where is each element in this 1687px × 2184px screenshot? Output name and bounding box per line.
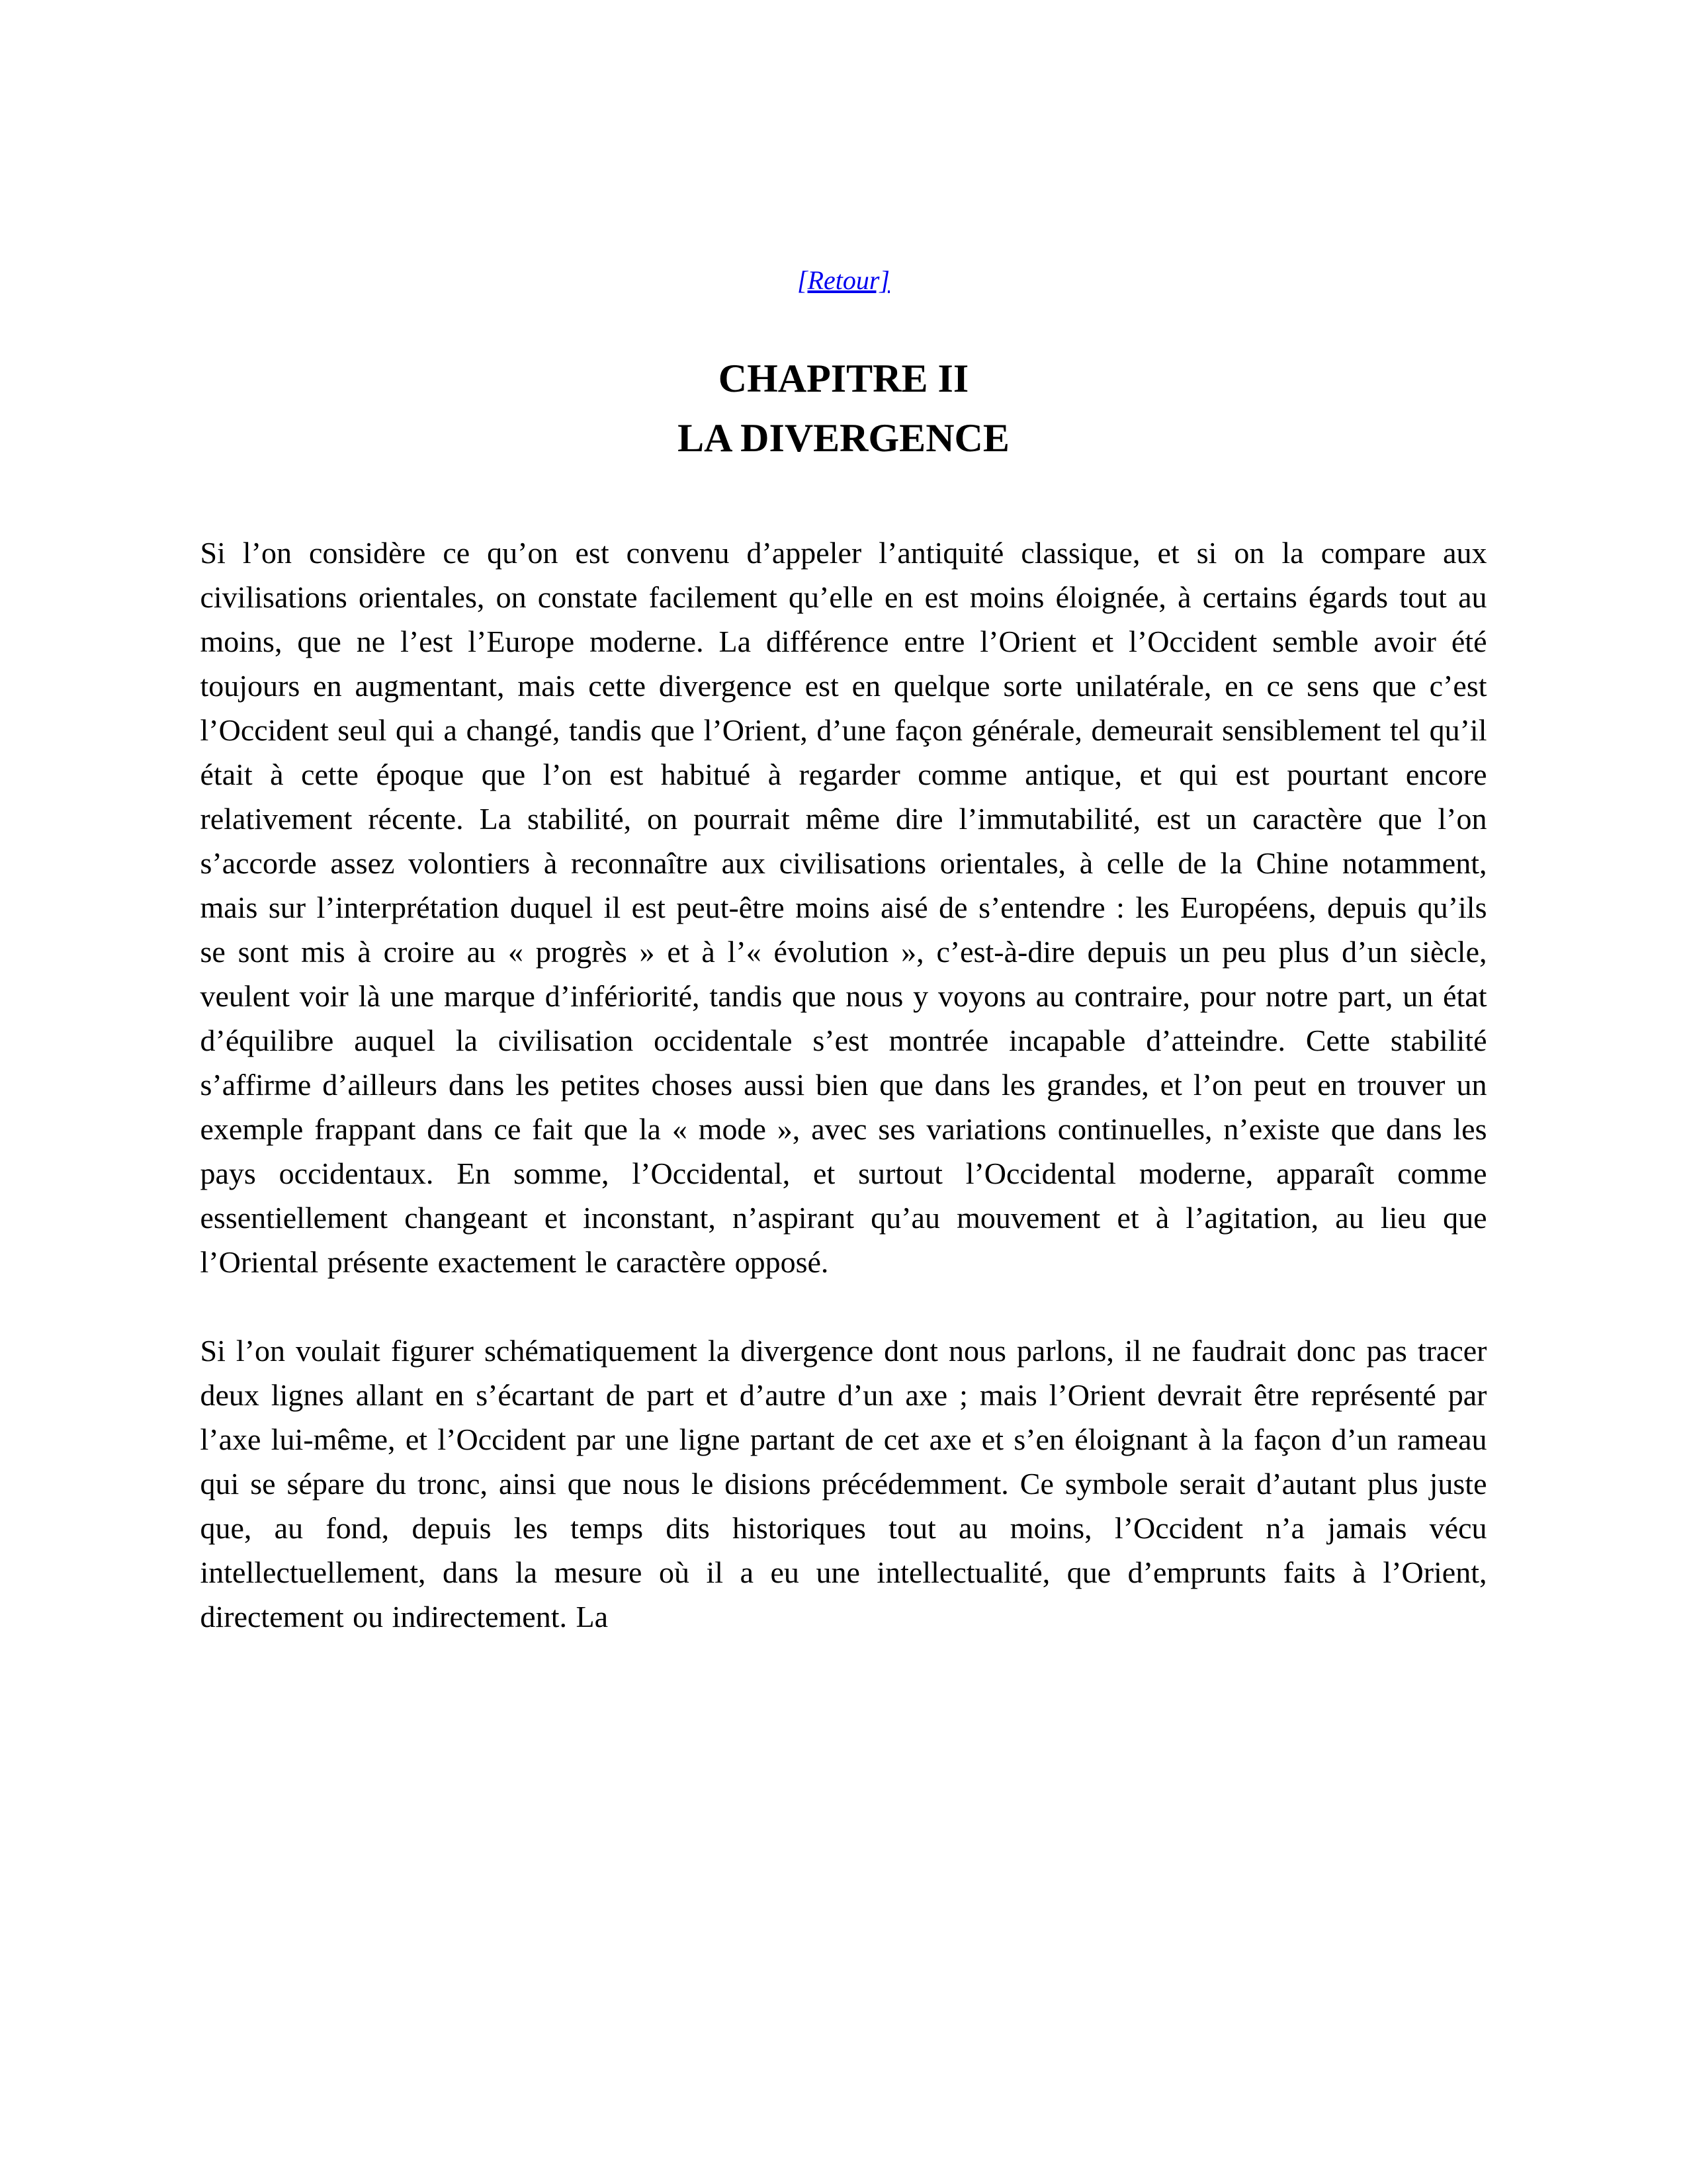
back-link-container xyxy=(200,265,1487,296)
chapter-number: CHAPITRE II xyxy=(718,357,969,400)
chapter-body xyxy=(200,531,1487,1639)
retour-link[interactable]: [Retour] xyxy=(797,265,890,295)
content-column xyxy=(200,265,1487,1639)
chapter-name: LA DIVERGENCE xyxy=(677,416,1010,460)
paragraph-2: Si l’on voulait figurer schématiquement la divergence dont nous parlons, il ne faudrait donc pas tracer deux lignes allant en s’écartant de part et d’autre d’un axe ; mais l’Orient devrait être représenté par l’axe lui-même, et l’Occident par une ligne partant de cet axe et s’en éloignant à la façon d’un rameau qui se sépare du tronc, ainsi que nous le disions précédemment. Ce symbole serait d’autant plus juste que, au fond, depuis les temps dits historiques tout au moins, l’Occident n’a jamais vécu intellectuellement, dans la mesure où il a eu une intellectualité, que d’emprunts faits à l’Orient, directement ou indirectement. La xyxy=(200,1334,1487,1634)
paragraph-1: Si l’on considère ce qu’on est convenu d’appeler l’antiquité classique, et si on la compare aux civilisations orientales, on constate facilement qu’elle en est moins éloignée, à certains égards tout au moins, que ne l’est l’Europe moderne. La différence entre l’Orient et l’Occident semble avoir été toujours en augmentant, mais cette divergence est en quelque sorte unilatérale, en ce sens que c’est l’Occident seul qui a changé, tandis que l’Orient, d’une façon générale, demeurait sensiblement tel qu’il était à cette époque que l’on est habitué à regarder comme antique, et qui est pourtant encore relativement récente. La stabilité, on pourrait même dire l’immutabilité, est un caractère que l’on s’accorde assez volontiers à reconnaître aux civilisations orientales, à celle de la Chine notamment, mais sur l’interprétation duquel il est peut-être moins aisé de s’entendre : les Européens, depuis qu’ils se sont mis à croire au « progrès » et à l’« évolution », c’est-à-dire depuis un peu plus d’un siècle, veulent voir là une marque d’infériorité, tandis que nous y voyons au contraire, pour notre part, un état d’équilibre auquel la civilisation occidentale s’est montrée incapable d’atteindre. Cette stabilité s’affirme d’ailleurs dans les petites choses aussi bien que dans les grandes, et l’on peut en trouver un exemple frappant dans ce fait que la « mode », avec ses variations continuelles, n’existe que dans les pays occidentaux. En somme, l’Occidental, et surtout l’Occidental moderne, apparaît comme essentiellement changeant et inconstant, n’aspirant qu’au mouvement et à l’agitation, au lieu que l’Oriental présente exactement le caractère opposé. xyxy=(200,536,1487,1279)
chapter-title xyxy=(200,349,1487,468)
